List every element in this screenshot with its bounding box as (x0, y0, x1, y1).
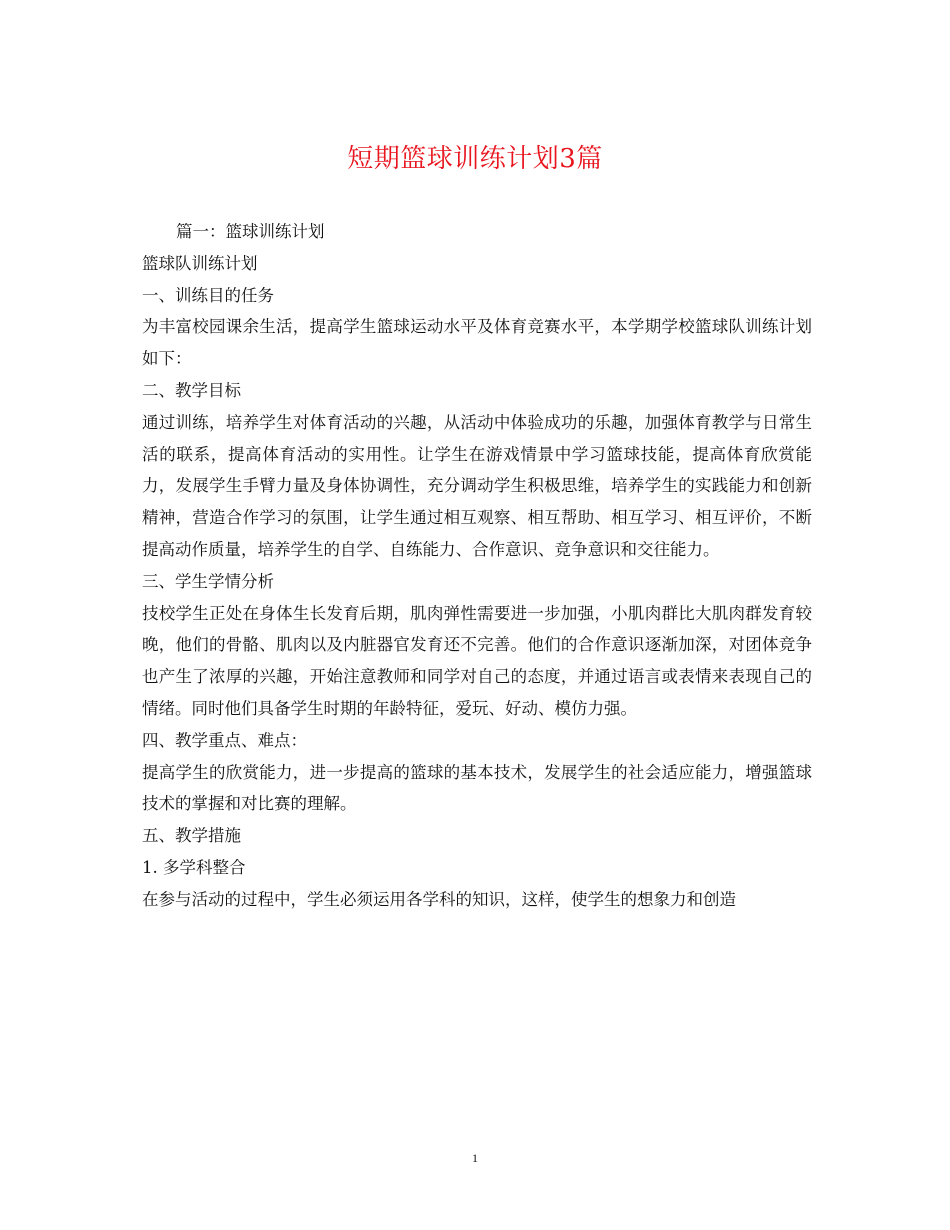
section-heading-4: 四、教学重点、难点： (142, 730, 307, 750)
section-heading-2: 二、教学目标 (142, 380, 241, 400)
paragraph: 在参与活动的过程中，学生必须运用各学科的知识，这样，使学生的想象力和创造 (142, 889, 736, 909)
paragraph-subtitle: 篮球队训练计划 (142, 253, 258, 273)
paragraph-part-heading: 篇一：篮球训练计划 (176, 222, 325, 241)
paragraph: 为丰富校园课余生活，提高学生篮球运动水平及体育竞赛水平，本学期学校篮球队训练计划如下： (142, 317, 812, 369)
document-body (142, 216, 812, 916)
section-heading-3: 三、学生学情分析 (142, 571, 274, 591)
paragraph: 提高学生的欣赏能力，进一步提高的篮球的基本技术，发展学生的社会适应能力，增强篮球技术的掌握和对比赛的理解。 (142, 762, 812, 814)
paragraph: 通过训练，培养学生对体育活动的兴趣，从活动中体验成功的乐趣，加强体育教学与日常生活的联系，提高体育活动的实用性。让学生在游戏情景中学习篮球技能，提高体育欣赏能力，发展学生手臂力量及身体协调性，充分调动学生积极思维，培养学生的实践能力和创新精神，营造合作学习的氛围，让学生通过相互观察、相互帮助、相互学习、相互评价，不断提高动作质量，培养学生的自学、自练能力、合作意识、竞争意识和交往能力。 (142, 412, 812, 559)
paragraph: 技校学生正处在身体生长发育后期，肌肉弹性需要进一步加强，小肌肉群比大肌肉群发育较晚，他们的骨骼、肌肉以及内脏器官发育还不完善。他们的合作意识逐渐加深，对团体竞争也产生了浓厚的兴趣，开始注意教师和同学对自己的态度，并通过语言或表情来表现自己的情绪。同时他们具备学生时期的年龄特征，爱玩、好动、模仿力强。 (142, 603, 812, 718)
section-heading-1: 一、训练目的任务 (142, 285, 274, 305)
page-number: 1 (472, 1151, 478, 1165)
document-title: 短期篮球训练计划3篇 (347, 144, 603, 174)
subsection-heading-1: 1. 多学科整合 (142, 857, 246, 877)
section-heading-5: 五、教学措施 (142, 826, 241, 846)
